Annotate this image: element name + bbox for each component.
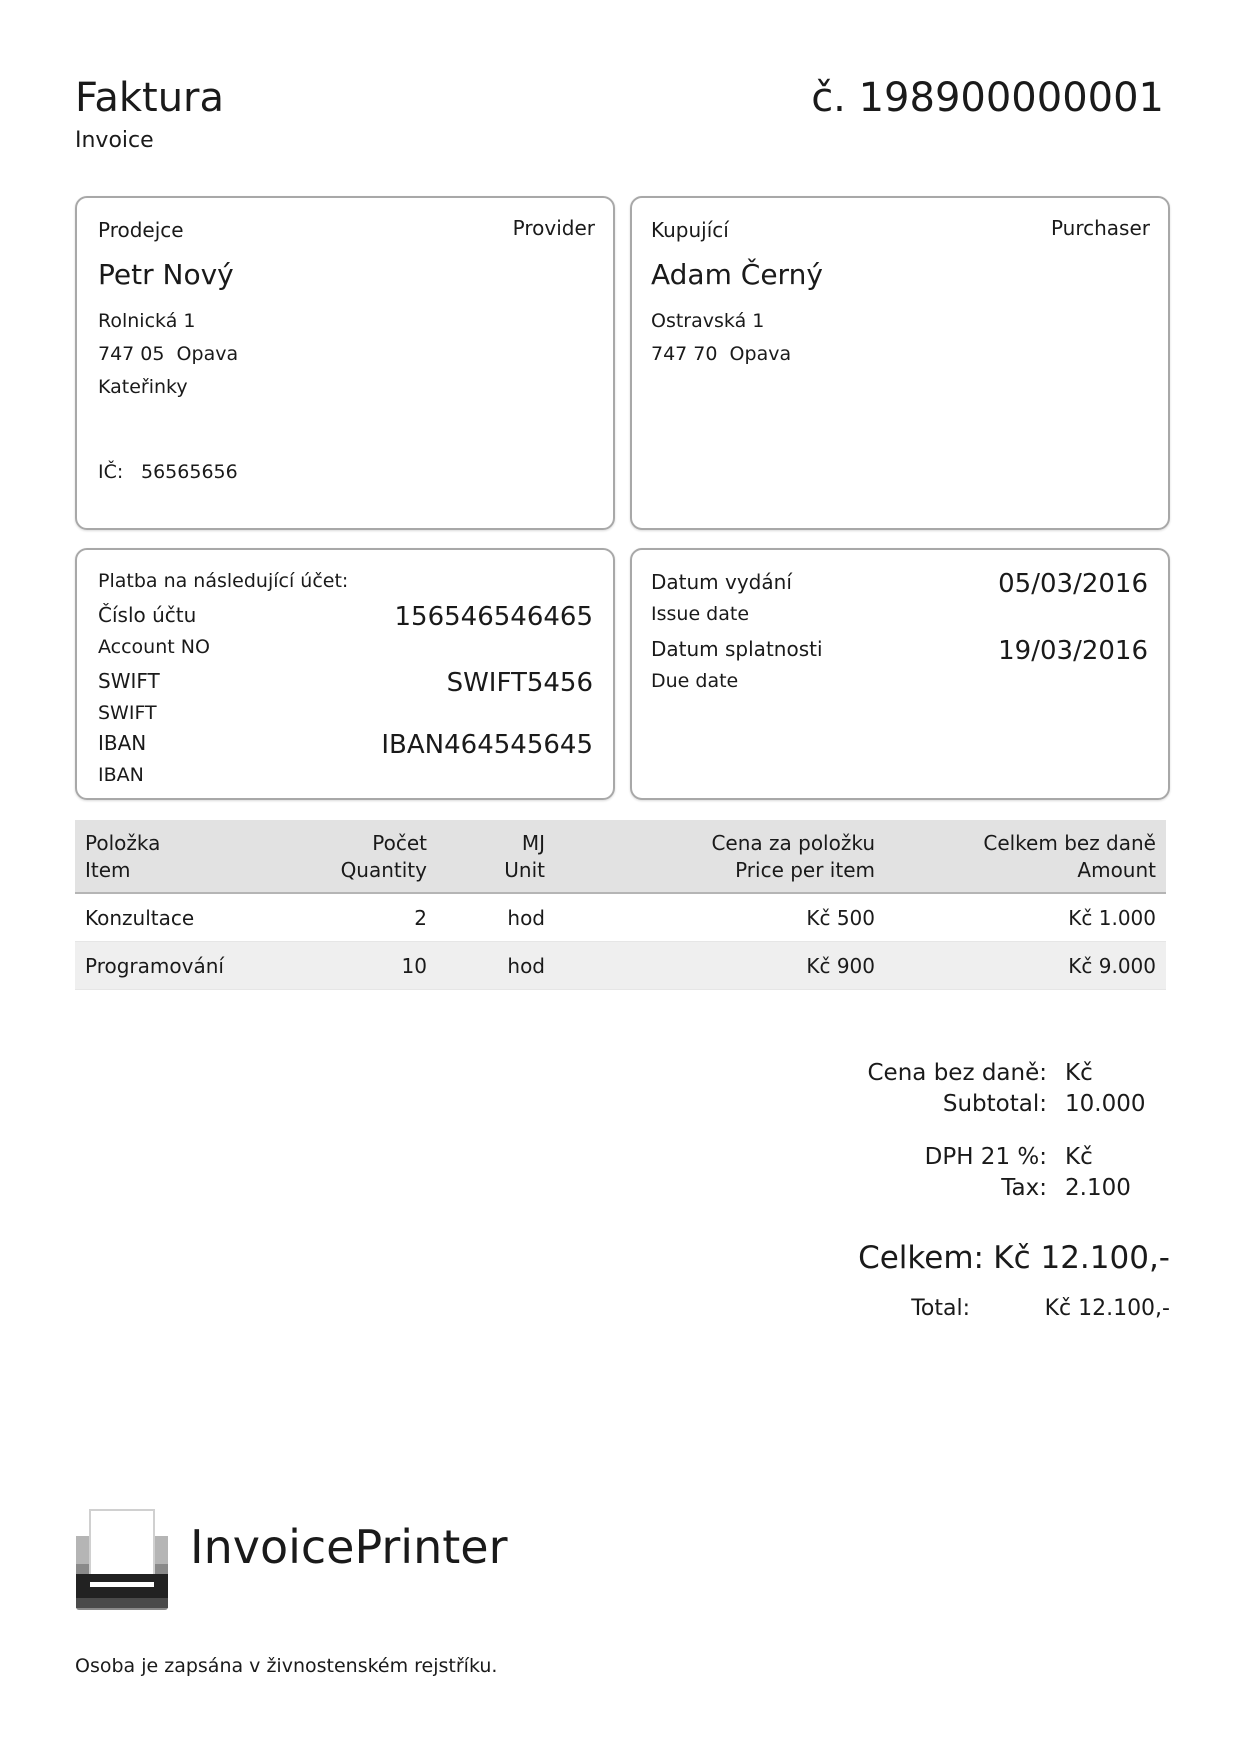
tax-value: 2.100 <box>1065 1175 1131 1201</box>
issue-date-label: Datum vydání <box>651 570 792 594</box>
subtotal-label: Cena bez daně: <box>867 1060 1047 1086</box>
invoice-number: č. 198900000001 <box>811 75 1164 121</box>
footer-note: Osoba je zapsána v živnostenském rejstříku. <box>75 1655 498 1677</box>
purchaser-city: 747 70 Opava <box>651 343 792 365</box>
swift-label: SWIFT <box>98 669 160 693</box>
column-header-label-en: Quantity <box>340 858 427 882</box>
cell-price: Kč 900 <box>555 942 885 990</box>
payment-box <box>75 548 615 800</box>
provider-name: Petr Nový <box>98 258 234 291</box>
column-header-label-en: Amount <box>1077 858 1156 882</box>
provider-ic-label: IČ: <box>98 461 124 483</box>
purchaser-box <box>630 196 1170 530</box>
brand-name: InvoicePrinter <box>190 1520 508 1574</box>
provider-label: Prodejce <box>98 218 184 242</box>
swift-value: SWIFT5456 <box>446 668 593 698</box>
tax-currency: Kč <box>1065 1144 1093 1170</box>
due-date-label: Datum splatnosti <box>651 637 823 661</box>
subtotal-label-en: Subtotal: <box>942 1091 1047 1117</box>
column-header-item <box>75 820 327 893</box>
provider-street: Rolnická 1 <box>98 310 196 332</box>
due-date-value: 19/03/2016 <box>998 636 1148 666</box>
printer-icon <box>74 1508 170 1610</box>
provider-district: Kateřinky <box>98 376 188 398</box>
column-header-label: Cena za položku <box>711 831 875 855</box>
cell-unit: hod <box>437 893 555 942</box>
cell-amount: Kč 9.000 <box>885 942 1166 990</box>
account-label: Číslo účtu <box>98 603 197 627</box>
cell-price: Kč 500 <box>555 893 885 942</box>
cell-item: Programování <box>75 942 327 990</box>
table-header-row <box>75 820 1166 893</box>
column-header-label-en: Price per item <box>735 858 875 882</box>
provider-box <box>75 196 615 530</box>
provider-label-en: Provider <box>512 216 595 240</box>
column-header-label: Počet <box>372 831 427 855</box>
cell-item: Konzultace <box>75 893 327 942</box>
column-header-label: Položka <box>85 831 161 855</box>
account-value: 156546546465 <box>394 602 593 632</box>
column-header-price <box>555 820 885 893</box>
due-date-label-en: Due date <box>651 670 739 692</box>
column-header-amount <box>885 820 1166 893</box>
total-value-en: Kč 12.100,- <box>1044 1296 1170 1321</box>
iban-label: IBAN <box>98 731 147 755</box>
column-header-unit <box>437 820 555 893</box>
provider-city: 747 05 Opava <box>98 343 239 365</box>
column-header-quantity <box>327 820 437 893</box>
swift-label-en: SWIFT <box>98 702 157 724</box>
column-header-label: MJ <box>521 831 545 855</box>
provider-ic-value: 56565656 <box>141 461 238 483</box>
iban-label-en: IBAN <box>98 764 144 786</box>
account-label-en: Account NO <box>98 636 210 658</box>
subtotal-value: 10.000 <box>1065 1091 1146 1117</box>
column-header-label-en: Unit <box>504 858 545 882</box>
tax-label: DPH 21 %: <box>924 1144 1047 1170</box>
total-label-en: Total: <box>911 1296 970 1321</box>
cell-amount: Kč 1.000 <box>885 893 1166 942</box>
tax-label-en: Tax: <box>1001 1175 1047 1201</box>
invoice-title: Faktura <box>75 75 225 121</box>
column-header-label: Celkem bez daně <box>983 831 1156 855</box>
issue-date-label-en: Issue date <box>651 603 750 625</box>
invoice-subtitle: Invoice <box>75 128 154 153</box>
purchaser-name: Adam Černý <box>651 258 823 291</box>
items-table <box>75 820 1166 990</box>
cell-quantity: 10 <box>327 942 437 990</box>
purchaser-street: Ostravská 1 <box>651 310 765 332</box>
table-row <box>75 942 1166 990</box>
payment-heading: Platba na následující účet: <box>98 570 349 592</box>
purchaser-label-en: Purchaser <box>1050 216 1150 240</box>
purchaser-label: Kupující <box>651 218 729 242</box>
cell-unit: hod <box>437 942 555 990</box>
total-label: Celkem: <box>858 1240 984 1276</box>
subtotal-currency: Kč <box>1065 1060 1093 1086</box>
table-row <box>75 893 1166 942</box>
total-value: Kč 12.100,- <box>993 1240 1170 1276</box>
column-header-label-en: Item <box>85 858 131 882</box>
dates-box <box>630 548 1170 800</box>
issue-date-value: 05/03/2016 <box>998 569 1148 599</box>
iban-value: IBAN464545645 <box>381 730 593 760</box>
cell-quantity: 2 <box>327 893 437 942</box>
